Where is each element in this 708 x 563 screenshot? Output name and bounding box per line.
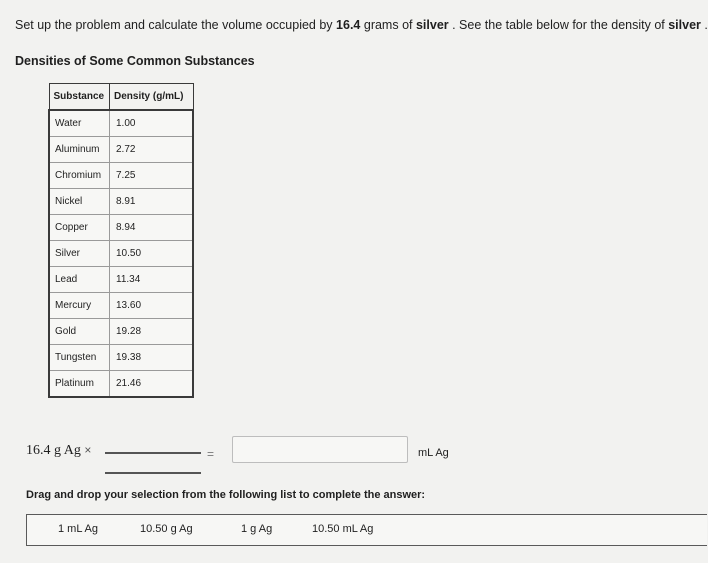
table-row (49, 319, 193, 345)
density-cell: 21.46 (110, 371, 194, 398)
prompt-substance: silver (415, 18, 449, 32)
substance-cell: Chromium (49, 163, 110, 189)
drag-options-tray (26, 514, 707, 546)
table-row (49, 371, 193, 398)
table-row (49, 215, 193, 241)
table-row (49, 267, 193, 293)
prompt-text: . (700, 18, 708, 32)
prompt-text: Set up the problem and calculate the volume occupied by (15, 18, 337, 32)
table-row (49, 293, 193, 319)
drag-option[interactable]: 10.50 mL Ag (312, 523, 374, 535)
substance-cell: Water (49, 110, 110, 137)
substance-cell: Mercury (49, 293, 110, 319)
numerator-drop-slot[interactable] (105, 444, 201, 454)
column-header-substance: Substance (49, 84, 110, 111)
table-row (49, 241, 193, 267)
density-cell: 11.34 (110, 267, 194, 293)
prompt-substance: silver (668, 18, 701, 32)
denominator-drop-slot[interactable] (105, 472, 201, 474)
substance-cell: Nickel (49, 189, 110, 215)
answer-input[interactable] (232, 436, 408, 463)
substance-cell: Copper (49, 215, 110, 241)
density-cell: 8.94 (110, 215, 194, 241)
equals-sign: = (207, 447, 215, 461)
density-cell: 13.60 (110, 293, 194, 319)
density-table-body (49, 110, 193, 397)
density-cell: 7.25 (110, 163, 194, 189)
substance-cell: Platinum (49, 371, 110, 398)
density-cell: 19.38 (110, 345, 194, 371)
substance-cell: Silver (49, 241, 110, 267)
equation-given (26, 443, 91, 459)
density-cell: 8.91 (110, 189, 194, 215)
substance-cell: Lead (49, 267, 110, 293)
density-cell: 2.72 (110, 137, 194, 163)
table-row (49, 110, 193, 137)
substance-cell: Aluminum (49, 137, 110, 163)
given-quantity: 16.4 g Ag (26, 443, 81, 458)
answer-unit: mL Ag (418, 447, 449, 459)
table-title: Densities of Some Common Substances (15, 54, 255, 68)
density-cell: 10.50 (110, 241, 194, 267)
table-row (49, 189, 193, 215)
drag-option[interactable]: 10.50 g Ag (140, 523, 193, 535)
drag-option[interactable]: 1 g Ag (241, 523, 273, 535)
prompt-text: grams of (360, 18, 416, 32)
density-table (48, 83, 194, 398)
column-header-density: Density (g/mL) (110, 84, 194, 111)
density-cell: 1.00 (110, 110, 194, 137)
table-row (49, 137, 193, 163)
table-row (49, 345, 193, 371)
prompt-text: . See the table below for the density of (448, 18, 669, 32)
prompt-mass: 16.4 (336, 18, 361, 32)
table-row (49, 163, 193, 189)
substance-cell: Gold (49, 319, 110, 345)
drag-instruction: Drag and drop your selection from the following list to complete the answer: (26, 489, 426, 501)
drag-option[interactable]: 1 mL Ag (58, 523, 98, 535)
density-cell: 19.28 (110, 319, 194, 345)
substance-cell: Tungsten (49, 345, 110, 371)
problem-prompt (15, 17, 708, 33)
times-sign: × (84, 443, 92, 457)
